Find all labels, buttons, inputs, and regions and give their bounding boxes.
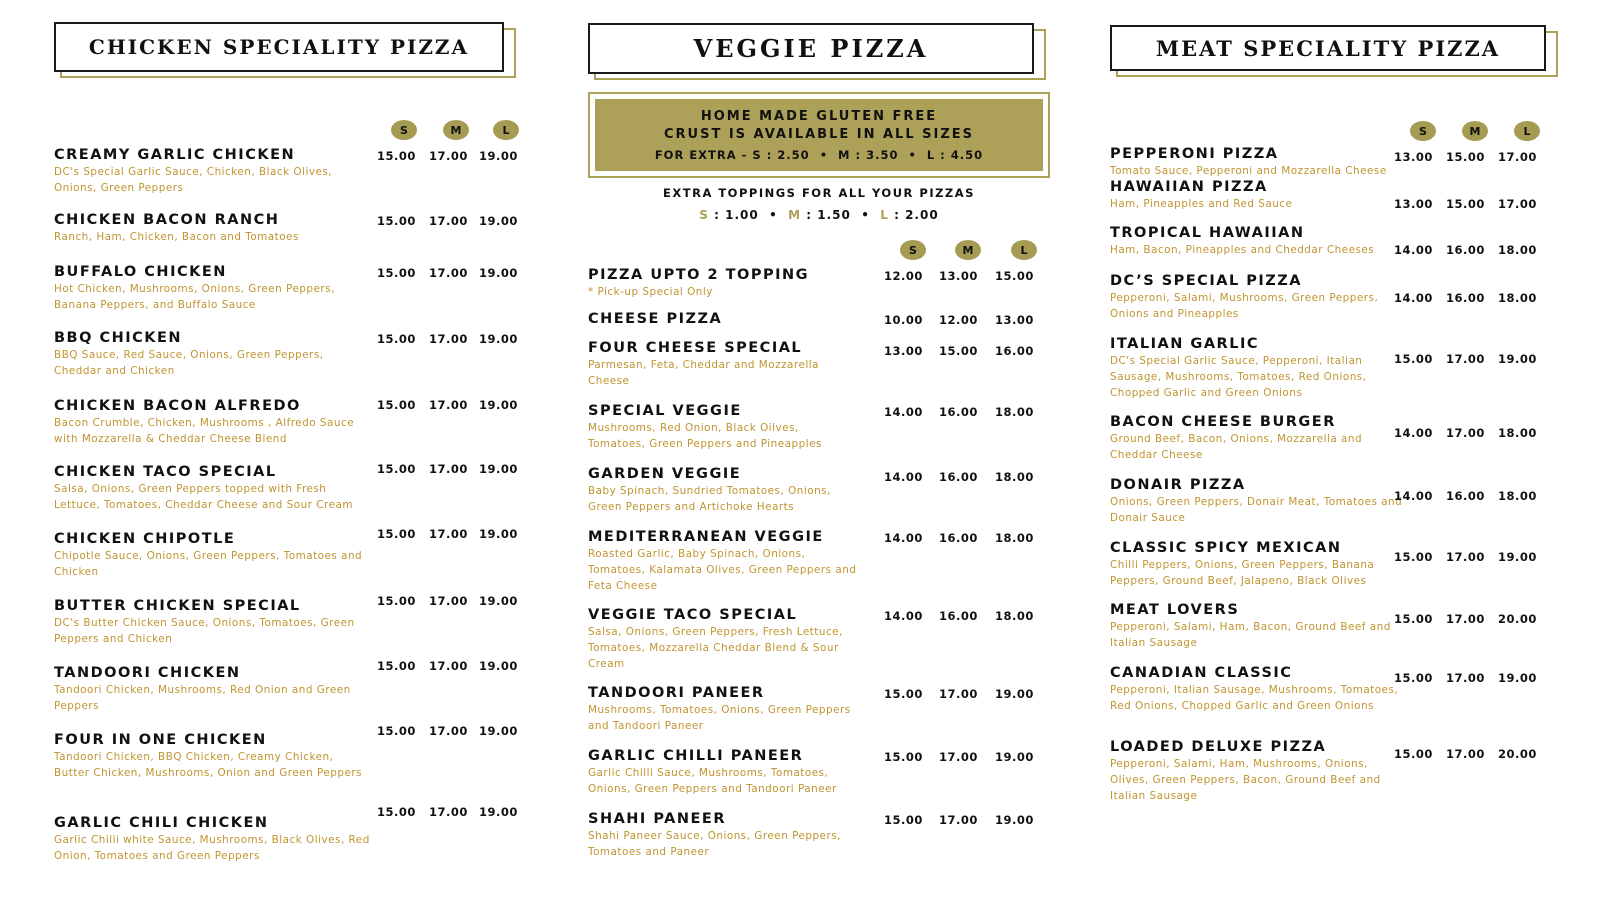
price-s: 13.00 xyxy=(1394,150,1433,164)
menu-item-description: Chipotle Sauce, Onions, Green Peppers, Tomatoes and Chicken xyxy=(54,550,363,578)
price-l: 19.00 xyxy=(479,332,518,346)
price-s: 15.00 xyxy=(377,398,416,412)
price-s: 12.00 xyxy=(884,269,923,283)
price-m: 15.00 xyxy=(1446,150,1485,164)
price-s: 13.00 xyxy=(884,344,923,358)
menu-item-description: Parmesan, Feta, Cheddar and Mozzarella Cheese xyxy=(588,359,819,387)
menu-item-name: TANDOORI PANEER xyxy=(588,685,765,701)
menu-item-name: PIZZA UPTO 2 TOPPING xyxy=(588,267,810,283)
price-m: 17.00 xyxy=(1446,671,1485,685)
menu-item-name: GARDEN VEGGIE xyxy=(588,466,742,482)
menu-item-description: Mushrooms, Red Onion, Black Oilves, Tomatoes, Green Peppers and Pineapples xyxy=(588,422,822,450)
menu-item-description: Onions, Green Peppers, Donair Meat, Tomatoes and Donair Sauce xyxy=(1110,496,1403,524)
menu-item-name: CLASSIC SPICY MEXICAN xyxy=(1110,540,1342,556)
menu-item-description: Ham, Pineapples and Red Sauce xyxy=(1110,198,1293,210)
price-l: 19.00 xyxy=(479,724,518,738)
menu-item xyxy=(588,403,1077,452)
menu-item-name: LOADED DELUXE PIZZA xyxy=(1110,739,1327,755)
price-l: 19.00 xyxy=(995,687,1034,701)
extra-s-label: S xyxy=(699,208,709,222)
price-l: 19.00 xyxy=(479,214,518,228)
menu-item-name: VEGGIE TACO SPECIAL xyxy=(588,607,798,623)
menu-item xyxy=(54,805,561,864)
menu-item-description: Salsa, Onions, Green Peppers, Fresh Lettuce, Tomatoes, Mozzarella Cheddar Blend & Sour Cream xyxy=(588,626,843,670)
price-m: 17.00 xyxy=(1446,612,1485,626)
price-m: 15.00 xyxy=(1446,197,1485,211)
price-m: 16.00 xyxy=(939,405,978,419)
menu-item-name: MEDITERRANEAN VEGGIE xyxy=(588,529,824,545)
price-m: 17.00 xyxy=(1446,426,1485,440)
price-m: 16.00 xyxy=(939,531,978,545)
menu-item xyxy=(588,685,1077,734)
price-m: 17.00 xyxy=(429,149,468,163)
menu-item xyxy=(1110,225,1580,258)
menu-item-name: BUFFALO CHICKEN xyxy=(54,264,227,280)
price-l: 19.00 xyxy=(479,398,518,412)
price-m: 13.00 xyxy=(939,269,978,283)
menu-item xyxy=(54,330,561,379)
menu-item-description: BBQ Sauce, Red Sauce, Onions, Green Peppers, Cheddar and Chicken xyxy=(54,349,324,377)
price-l: 17.00 xyxy=(1498,150,1537,164)
price-s: 13.00 xyxy=(1394,197,1433,211)
extra-m-label: M xyxy=(788,208,802,222)
price-l: 18.00 xyxy=(1498,426,1537,440)
meat-column xyxy=(1110,0,1570,900)
price-m: 17.00 xyxy=(429,266,468,280)
menu-item-description: Shahi Paneer Sauce, Onions, Green Peppers, Tomatoes and Paneer xyxy=(588,830,841,858)
menu-item xyxy=(54,659,561,714)
menu-item-name: BUTTER CHICKEN SPECIAL xyxy=(54,598,301,614)
extra-l-price: : 2.00 xyxy=(894,208,939,222)
price-l: 19.00 xyxy=(1498,550,1537,564)
price-s: 15.00 xyxy=(377,332,416,346)
veggie-column xyxy=(588,0,1058,900)
menu-item xyxy=(1110,540,1580,589)
price-l: 18.00 xyxy=(1498,291,1537,305)
menu-item-name: CHEESE PIZZA xyxy=(588,311,723,327)
price-l: 19.00 xyxy=(479,266,518,280)
price-s: 15.00 xyxy=(1394,612,1433,626)
menu-item-name: MEAT LOVERS xyxy=(1110,602,1240,618)
price-m: 16.00 xyxy=(1446,291,1485,305)
menu-item-name: CHICKEN TACO SPECIAL xyxy=(54,464,277,480)
price-l: 18.00 xyxy=(1498,489,1537,503)
menu-item xyxy=(588,466,1077,515)
menu-item-name: TROPICAL HAWAIIAN xyxy=(1110,225,1305,241)
menu-item-description: DC's Special Garlic Sauce, Pepperoni, Italian Sausage, Mushrooms, Tomatoes, Red Onions, Chopped Garlic and Green Onions xyxy=(1110,355,1367,399)
price-s: 15.00 xyxy=(884,813,923,827)
chicken-column xyxy=(54,0,530,900)
price-l: 20.00 xyxy=(1498,747,1537,761)
menu-item xyxy=(1110,336,1580,401)
price-s: 14.00 xyxy=(1394,426,1433,440)
gluten-free-extra-price: FOR EXTRA - S : 2.50 • M : 3.50 • L : 4.50 xyxy=(654,148,984,162)
price-m: 17.00 xyxy=(429,594,468,608)
menu-item-description: Baby Spinach, Sundried Tomatoes, Onions, Green Peppers and Artichoke Hearts xyxy=(588,485,831,513)
menu-item xyxy=(54,464,561,513)
extra-sep-2: • xyxy=(861,208,870,222)
menu-item xyxy=(54,527,561,580)
menu-item-description: Roasted Garlic, Baby Spinach, Onions, Tomatoes, Kalamata Olives, Green Peppers and Feta Cheese xyxy=(588,548,857,592)
price-s: 15.00 xyxy=(1394,747,1433,761)
price-m: 17.00 xyxy=(429,462,468,476)
menu-item-name: CANADIAN CLASSIC xyxy=(1110,665,1293,681)
menu-item-description: Mushrooms, Tomatoes, Onions, Green Peppers and Tandoori Paneer xyxy=(588,704,851,732)
menu-item-description: Garlic Chilli Sauce, Mushrooms, Tomatoes, Onions, Green Peppers and Tandoori Paneer xyxy=(588,767,837,795)
chicken-size-m-badge: M xyxy=(443,120,469,140)
menu-item-description: Ground Beef, Bacon, Onions, Mozzarella and Cheddar Cheese xyxy=(1110,433,1363,461)
menu-item xyxy=(588,607,1077,672)
price-m: 15.00 xyxy=(939,344,978,358)
menu-item-name: SHAHI PANEER xyxy=(588,811,727,827)
price-s: 15.00 xyxy=(884,750,923,764)
menu-item-description: Salsa, Onions, Green Peppers topped with Fresh Lettuce, Tomatoes, Cheddar Cheese and Sour Cream xyxy=(54,483,353,511)
price-m: 17.00 xyxy=(1446,747,1485,761)
menu-item-description: Pepperoni, Salami, Ham, Mushrooms, Onions, Olives, Green Peppers, Bacon, Ground Beef and Italian Sausage xyxy=(1110,758,1381,802)
menu-item-name: DONAIR PIZZA xyxy=(1110,477,1246,493)
price-l: 15.00 xyxy=(995,269,1034,283)
price-m: 17.00 xyxy=(429,398,468,412)
menu-item xyxy=(54,264,561,313)
price-m: 16.00 xyxy=(1446,489,1485,503)
menu-item xyxy=(54,594,561,647)
price-s: 14.00 xyxy=(1394,291,1433,305)
price-s: 14.00 xyxy=(884,470,923,484)
price-m: 16.00 xyxy=(939,609,978,623)
price-s: 15.00 xyxy=(377,266,416,280)
price-l: 18.00 xyxy=(995,405,1034,419)
price-s: 14.00 xyxy=(1394,489,1433,503)
veggie-size-l-badge: L xyxy=(1011,240,1037,260)
menu-item-name: SPECIAL VEGGIE xyxy=(588,403,742,419)
extra-toppings-title: EXTRA TOPPINGS FOR ALL YOUR PIZZAS xyxy=(663,186,975,200)
menu-item-description: DC's Special Garlic Sauce, Chicken, Black Olives, Onions, Green Peppers xyxy=(54,166,333,194)
price-s: 14.00 xyxy=(884,531,923,545)
price-l: 18.00 xyxy=(995,531,1034,545)
menu-item-name: FOUR IN ONE CHICKEN xyxy=(54,732,267,748)
menu-item xyxy=(1110,414,1580,463)
menu-item-description: Garlic Chilli white Sauce, Mushrooms, Black Olives, Red Onion, Tomatoes and Green Peppers xyxy=(54,834,370,862)
price-m: 17.00 xyxy=(939,687,978,701)
chicken-section-title: CHICKEN SPECIALITY PIZZA xyxy=(54,22,504,72)
menu-item-name: GARLIC CHILLI PANEER xyxy=(588,748,804,764)
extra-s-price: : 1.00 xyxy=(714,208,759,222)
gluten-free-line-2: CRUST IS AVAILABLE IN ALL SIZES xyxy=(663,127,975,142)
price-l: 19.00 xyxy=(1498,352,1537,366)
price-m: 17.00 xyxy=(939,813,978,827)
menu-item xyxy=(588,529,1077,594)
price-m: 17.00 xyxy=(1446,352,1485,366)
menu-item-description: Pepperoni, Italian Sausage, Mushrooms, Tomatoes, Red Onions, Chopped Garlic and Green Onions xyxy=(1110,684,1399,712)
price-s: 15.00 xyxy=(377,724,416,738)
menu-item-name: HAWAIIAN PIZZA xyxy=(1110,179,1268,195)
price-l: 19.00 xyxy=(479,659,518,673)
menu-item-description: Bacon Crumble, Chicken, Mushrooms , Alfredo Sauce with Mozzarella & Cheddar Cheese Blend xyxy=(54,417,355,445)
price-l: 19.00 xyxy=(479,149,518,163)
menu-item-description: DC's Butter Chicken Sauce, Onions, Tomatoes, Green Peppers and Chicken xyxy=(54,617,355,645)
price-s: 14.00 xyxy=(884,609,923,623)
price-l: 19.00 xyxy=(1498,671,1537,685)
veggie-size-m-badge: M xyxy=(955,240,981,260)
menu-item-description: Hot Chicken, Mushrooms, Onions, Green Peppers, Banana Peppers, and Buffalo Sauce xyxy=(54,283,335,311)
price-m: 17.00 xyxy=(429,659,468,673)
price-l: 19.00 xyxy=(479,594,518,608)
menu-item-name: DC’S SPECIAL PIZZA xyxy=(1110,273,1303,289)
extra-l-label: L xyxy=(880,208,889,222)
menu-item-description: Pepperoni, Salami, Mushrooms, Green Peppers, Onions and Pineapples xyxy=(1110,292,1379,320)
price-s: 15.00 xyxy=(377,805,416,819)
menu-item xyxy=(1110,477,1580,526)
price-m: 17.00 xyxy=(429,724,468,738)
menu-item-description: Ranch, Ham, Chicken, Bacon and Tomatoes xyxy=(54,231,299,243)
price-l: 19.00 xyxy=(995,750,1034,764)
price-m: 17.00 xyxy=(429,214,468,228)
menu-item xyxy=(588,340,1077,389)
gluten-free-line-1: HOME MADE GLUTEN FREE xyxy=(700,109,938,124)
price-l: 20.00 xyxy=(1498,612,1537,626)
meat-section-title: MEAT SPECIALITY PIZZA xyxy=(1110,25,1546,71)
meat-size-s-badge: S xyxy=(1410,121,1436,141)
price-s: 15.00 xyxy=(377,214,416,228)
menu-item xyxy=(54,724,561,781)
price-s: 15.00 xyxy=(377,594,416,608)
menu-item xyxy=(1110,179,1580,212)
price-m: 17.00 xyxy=(1446,550,1485,564)
meat-size-l-badge: L xyxy=(1514,121,1540,141)
menu-item xyxy=(1110,273,1580,322)
price-l: 19.00 xyxy=(479,805,518,819)
veggie-size-s-badge: S xyxy=(900,240,926,260)
price-m: 12.00 xyxy=(939,313,978,327)
menu-item xyxy=(1110,739,1580,804)
menu-item-name: CHICKEN CHIPOTLE xyxy=(54,531,236,547)
price-m: 17.00 xyxy=(429,332,468,346)
extra-toppings-prices xyxy=(588,208,1050,222)
menu-item-name: PEPPERONI PIZZA xyxy=(1110,146,1279,162)
price-m: 17.00 xyxy=(429,805,468,819)
extra-sep-1: • xyxy=(769,208,778,222)
meat-size-m-badge: M xyxy=(1462,121,1488,141)
price-s: 15.00 xyxy=(1394,352,1433,366)
price-l: 19.00 xyxy=(479,527,518,541)
price-s: 15.00 xyxy=(377,527,416,541)
menu-item-name: FOUR CHEESE SPECIAL xyxy=(588,340,803,356)
price-l: 17.00 xyxy=(1498,197,1537,211)
menu-item-description: Ham, Bacon, Pineapples and Cheddar Cheeses xyxy=(1110,244,1375,256)
menu-item-description: Tandoori Chicken, Mushrooms, Red Onion and Green Peppers xyxy=(54,684,351,712)
extra-m-price: : 1.50 xyxy=(806,208,851,222)
price-s: 15.00 xyxy=(377,659,416,673)
chicken-size-s-badge: S xyxy=(391,120,417,140)
menu-item-name: BACON CHEESE BURGER xyxy=(1110,414,1336,430)
menu-item xyxy=(588,811,1077,860)
menu-item-name: CREAMY GARLIC CHICKEN xyxy=(54,147,296,163)
menu-item xyxy=(1110,665,1580,714)
menu-item-description: * Pick-up Special Only xyxy=(588,286,713,298)
price-m: 16.00 xyxy=(939,470,978,484)
price-l: 16.00 xyxy=(995,344,1034,358)
menu-item xyxy=(1110,602,1580,651)
menu-item xyxy=(588,311,1077,327)
price-m: 16.00 xyxy=(1446,243,1485,257)
menu-item xyxy=(54,147,561,196)
price-s: 15.00 xyxy=(1394,671,1433,685)
menu-item-description: Pepperoni, Salami, Ham, Bacon, Ground Beef and Italian Sausage xyxy=(1110,621,1391,649)
menu-item xyxy=(54,398,561,447)
menu-item-description: Chilli Peppers, Onions, Green Peppers, Banana Peppers, Ground Beef, Jalapeno, Black Olives xyxy=(1110,559,1375,587)
menu-item-name: GARLIC CHILI CHICKEN xyxy=(54,815,269,831)
menu-item xyxy=(588,267,1077,300)
price-l: 13.00 xyxy=(995,313,1034,327)
menu-item-name: TANDOORI CHICKEN xyxy=(54,665,241,681)
veggie-section-title: VEGGIE PIZZA xyxy=(588,23,1034,74)
menu-item xyxy=(588,748,1077,797)
menu-item-description: Tandoori Chicken, BBQ Chicken, Creamy Chicken, Butter Chicken, Mushrooms, Onion and Green Peppers xyxy=(54,751,363,779)
price-m: 17.00 xyxy=(939,750,978,764)
menu-item-name: CHICKEN BACON RANCH xyxy=(54,212,280,228)
price-s: 14.00 xyxy=(1394,243,1433,257)
price-s: 10.00 xyxy=(884,313,923,327)
price-l: 18.00 xyxy=(995,609,1034,623)
chicken-size-l-badge: L xyxy=(493,120,519,140)
price-s: 15.00 xyxy=(377,149,416,163)
price-l: 19.00 xyxy=(995,813,1034,827)
price-l: 19.00 xyxy=(479,462,518,476)
gluten-free-banner xyxy=(588,92,1050,178)
price-s: 15.00 xyxy=(884,687,923,701)
price-l: 18.00 xyxy=(995,470,1034,484)
price-s: 14.00 xyxy=(884,405,923,419)
price-l: 18.00 xyxy=(1498,243,1537,257)
menu-item xyxy=(1110,146,1580,179)
menu-item-description: Tomato Sauce, Pepperoni and Mozzarella Cheese xyxy=(1110,165,1387,177)
menu-item xyxy=(54,212,561,245)
menu-item-name: ITALIAN GARLIC xyxy=(1110,336,1259,352)
menu-item-name: BBQ CHICKEN xyxy=(54,330,183,346)
price-m: 17.00 xyxy=(429,527,468,541)
price-s: 15.00 xyxy=(377,462,416,476)
price-s: 15.00 xyxy=(1394,550,1433,564)
menu-item-name: CHICKEN BACON ALFREDO xyxy=(54,398,301,414)
